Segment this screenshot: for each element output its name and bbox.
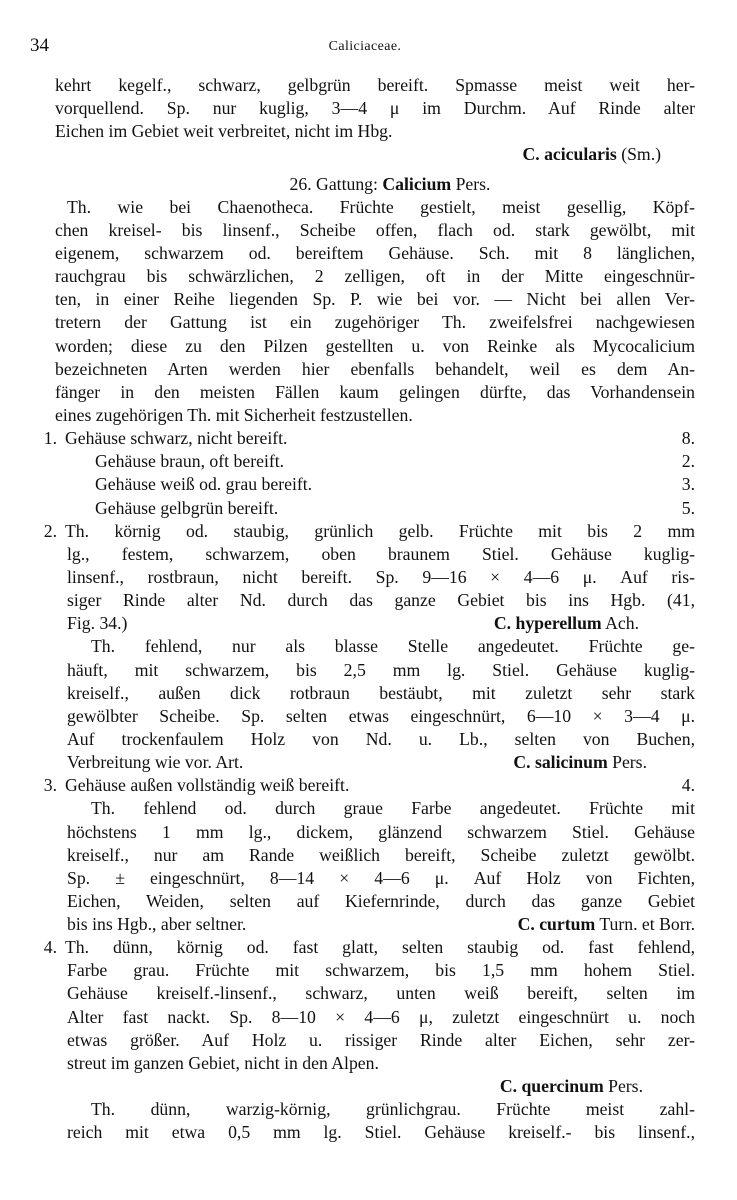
text-line: rauchgrau bis schwärzlichen, 2 zelligen, oft in der Mitte eingeschnür- bbox=[55, 266, 695, 287]
key-number: 2. bbox=[43, 520, 57, 541]
species-author: Pers. bbox=[608, 1076, 643, 1097]
species-name-line bbox=[55, 143, 695, 166]
genus-heading bbox=[55, 173, 695, 196]
key-entry bbox=[43, 774, 695, 797]
key-entry bbox=[43, 520, 695, 543]
text-line: Fig. 34.) bbox=[67, 613, 128, 634]
species-label bbox=[518, 913, 695, 936]
species-label bbox=[513, 751, 695, 774]
text-line: lg., festem, schwarzem, oben braunem Stiel. Gehäuse kuglig- bbox=[67, 543, 695, 564]
species-author: (Sm.) bbox=[621, 144, 661, 165]
species-name-line bbox=[55, 913, 695, 936]
text-line: bezeichneten Arten werden hier ebenfalls behandelt, weil es dem An- bbox=[55, 358, 695, 379]
genus-name: Calicium bbox=[382, 173, 452, 194]
text-line: fänger in den meisten Fällen kaum gelingen dürfte, das Vorhandensein bbox=[55, 381, 695, 402]
key-ref: 3. bbox=[681, 474, 695, 495]
text-line: reich mit etwa 0,5 mm lg. Stiel. Gehäuse kreiself.- bis linsenf., bbox=[67, 1122, 695, 1143]
text-line: tretern der Gattung ist ein zugehöriger Th. zweifelsfrei nachgewiesen bbox=[55, 312, 695, 333]
species-name-line bbox=[55, 1075, 695, 1098]
text-line: Th. wie bei Chaenotheca. Früchte gestielt, meist gesellig, Köpf- bbox=[67, 196, 695, 217]
text-line: Gehäuse kreiself.-linsenf., schwarz, unten weiß bereift, selten im bbox=[67, 983, 695, 1004]
key-ref: 2. bbox=[681, 451, 695, 472]
text-line: linsenf., rostbraun, nicht bereift. Sp. 9—16 × 4—6 μ. Auf ris- bbox=[67, 566, 695, 587]
key-text: Gehäuse schwarz, nicht bereift. bbox=[65, 428, 288, 449]
text-line: kehrt kegelf., schwarz, gelbgrün bereift. Spmasse meist weit her- bbox=[55, 75, 695, 95]
key-alternative bbox=[55, 473, 695, 496]
key-text: Gehäuse braun, oft bereift. bbox=[95, 451, 285, 472]
species-author: Pers. bbox=[612, 752, 647, 773]
text-line: Auf trockenfaulem Holz von Nd. u. Lb., selten von Buchen, bbox=[67, 728, 695, 749]
species-author: Turn. et Borr. bbox=[599, 914, 695, 935]
key-text: Gehäuse weiß od. grau bereift. bbox=[95, 474, 313, 495]
text-line: siger Rinde alter Nd. durch das ganze Gebiet bis ins Hgb. (41, bbox=[67, 590, 695, 611]
key-text: Th. dünn, körnig od. fast glatt, selten staubig od. fast fehlend, bbox=[65, 937, 695, 958]
key-text: Th. körnig od. staubig, grünlich gelb. Früchte mit bis 2 mm bbox=[65, 520, 695, 541]
page-number: 34 bbox=[30, 35, 49, 56]
text-line: Th. dünn, warzig-körnig, grünlichgrau. Früchte meist zahl- bbox=[91, 1099, 695, 1120]
text-line: gewölbter Scheibe. Sp. selten etwas eingeschnürt, 6—10 × 3—4 μ. bbox=[67, 705, 695, 726]
text-line: kreiself., außen dick rotbraun bestäubt, mit zuletzt sehr stark bbox=[67, 682, 695, 703]
key-number: 1. bbox=[43, 428, 57, 449]
text-line: Farbe grau. Früchte mit schwarzem, bis 1,5 mm hohem Stiel. bbox=[67, 960, 695, 981]
text-line: etwas größer. Auf Holz u. rissiger Rinde alter Eichen, sehr zer- bbox=[67, 1029, 695, 1050]
text-line: kreiself., nur am Rande weißlich bereift, Scheibe zuletzt gewölbt. bbox=[67, 844, 695, 865]
species-label bbox=[494, 612, 695, 635]
key-entry bbox=[43, 936, 695, 959]
text-line: bis ins Hgb., aber seltner. bbox=[67, 914, 247, 935]
species-name-line bbox=[55, 751, 695, 774]
key-ref: 8. bbox=[681, 428, 695, 449]
text-line: eines zugehörigen Th. mit Sicherheit festzustellen. bbox=[55, 404, 413, 425]
running-head: Caliciaceae. bbox=[328, 39, 402, 54]
text-line: Sp. ± eingeschnürt, 8—14 × 4—6 μ. Auf Holz von Fichten, bbox=[67, 867, 695, 888]
key-entry bbox=[43, 427, 695, 450]
species-name-line bbox=[55, 612, 695, 635]
key-text: Gehäuse gelbgrün bereift. bbox=[95, 497, 279, 518]
text-line: Verbreitung wie vor. Art. bbox=[67, 752, 244, 773]
key-ref: 4. bbox=[681, 775, 695, 796]
text-line: höchstens 1 mm lg., dickem, glänzend schwarzem Stiel. Gehäuse bbox=[67, 821, 695, 842]
species-name: C. salicinum bbox=[513, 752, 608, 773]
key-number: 4. bbox=[43, 937, 57, 958]
text-line: häuft, mit schwarzem, bis 2,5 mm lg. Stiel. Gehäuse kuglig- bbox=[67, 659, 695, 680]
genus-author: Pers. bbox=[455, 173, 491, 194]
text-line: vorquellend. Sp. nur kuglig, 3—4 μ im Durchm. Auf Rinde alter bbox=[55, 98, 695, 119]
species-name: C. quercinum bbox=[499, 1076, 604, 1097]
text-line: chen kreisel- bis linsenf., Scheibe offen, flach od. stark gewölbt, mit bbox=[55, 219, 695, 240]
page-body bbox=[43, 74, 695, 1144]
key-alternative bbox=[55, 450, 695, 473]
species-name: C. acicularis bbox=[522, 144, 617, 165]
text-line: eigenem, schwarzem od. bereiftem Gehäuse. Sch. mit 8 länglichen, bbox=[55, 242, 695, 263]
text-line: ten, in einer Reihe liegenden Sp. P. wie bei vor. — Nicht bei allen Ver- bbox=[55, 289, 695, 310]
key-alternative bbox=[55, 497, 695, 520]
species-name: C. hyperellum bbox=[493, 613, 602, 634]
text-line: Th. fehlend, nur als blasse Stelle angedeutet. Früchte ge- bbox=[91, 636, 695, 657]
text-line: Alter fast nackt. Sp. 8—10 × 4—6 μ, zuletzt eingeschnürt u. noch bbox=[67, 1006, 695, 1027]
text-line: Eichen im Gebiet weit verbreitet, nicht im Hbg. bbox=[55, 121, 393, 142]
text-line: Th. fehlend od. durch graue Farbe angedeutet. Früchte mit bbox=[91, 798, 695, 819]
key-text: Gehäuse außen vollständig weiß bereift. bbox=[65, 775, 350, 796]
text-line: Eichen, Weiden, selten auf Kiefernrinde, durch das ganze Gebiet bbox=[67, 890, 695, 911]
key-number: 3. bbox=[43, 775, 57, 796]
key-ref: 5. bbox=[681, 497, 695, 518]
text-line: streut im ganzen Gebiet, nicht in den Alpen. bbox=[67, 1052, 379, 1073]
text-line: worden; diese zu den Pilzen gestellten u. von Reinke als Mycocalicium bbox=[55, 335, 695, 356]
species-name: C. curtum bbox=[517, 914, 596, 935]
genus-prefix: 26. Gattung: bbox=[289, 173, 378, 194]
species-author: Ach. bbox=[605, 613, 639, 634]
